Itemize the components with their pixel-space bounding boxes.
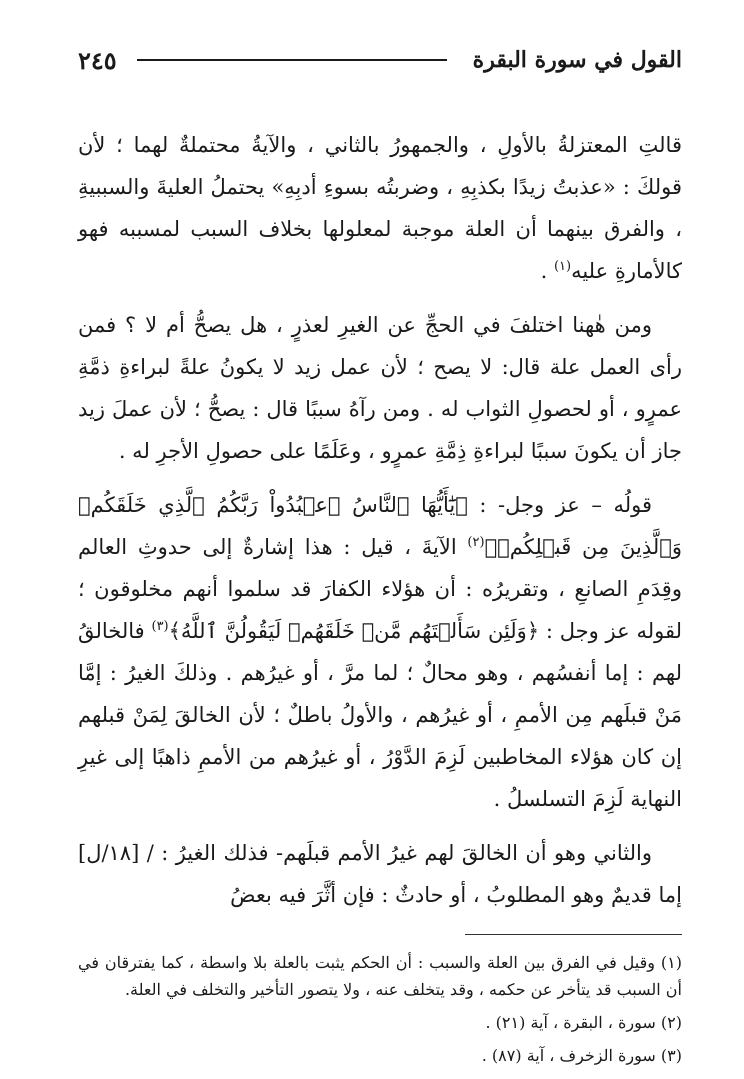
paragraph-2: ومن هٰهنا اختلفَ في الحجِّ عن الغيرِ لعذرٍ ، هل يصحُّ أم لا ؟ فمن رأى العمل علة قال: لا يصح ؛ لأن عمل زيد لا يكونُ علةً لبراءةِ ذمَّةِ عمرٍو ، أو لحصولِ الثواب له . ومن رآهُ سببًا قال : يصحُّ ؛ لأن عملَ زيد جاز أن يكونَ سببًا لبراءةِ ذِمَّةِ عمرٍو ، وعَلَمًا على حصولِ الأجرِ له . (78, 313, 682, 463)
page-number: ٢٤٥ (78, 45, 117, 75)
main-text (78, 124, 682, 916)
paragraph-3 (78, 484, 682, 820)
page-header (78, 40, 682, 80)
paragraph-3-end: فالخالقُ لهم : إما أنفسُهم ، وهو محالٌ ؛ لما مرَّ ، أو غيرُهم . وذلكَ الغيرُ : إمَّا مَنْ قبلَهم مِن الأممِ ، أو غيرُهم ، والأولُ باطلٌ ؛ لأن الخالقَ لِمَنْ قبلهم إن كان هؤلاء المخاطبين لَزِمَ الدَّوْرُ ، أو غيرُهم من الأممِ ذاهبًا إلى غيرِ النهاية لَزِمَ التسلسلُ . (78, 619, 682, 811)
paragraph-3-intro: قولُه – عز وجل- : (467, 493, 652, 517)
footnote-separator (465, 934, 682, 935)
footnote-ref-3: (٣) (151, 619, 169, 634)
footnote-1: (١) وقيل في الفرق بين العلة والسبب : أن الحكم يثبت بالعلة بلا واسطة ، كما يفترقان في أن السبب قد يتأخر عن حكمه ، وقد يتخلف عنه ، ولا يتصور التأخير والتخلف في العلة. (78, 953, 682, 999)
footnotes (78, 949, 682, 1069)
footnote-ref-2: (٢) (467, 535, 485, 550)
footnote-ref-1: (١) (553, 259, 572, 274)
quran-verse-1: ﴿يَٰٓأَيُّهَا ٱلنَّاسُ ٱعۡبُدُواْ رَبَّكُمُ ٱلَّذِي خَلَقَكُمۡ وَٱلَّذِينَ مِن قَبۡلِكُمۡ﴾ (78, 493, 682, 559)
paragraph-1-text: قالتِ المعتزلةُ بالأولِ ، والجمهورُ بالثاني ، والآيةُ محتملةٌ لهما ؛ لأن قولكَ : «عذبتُ زيدًا بكذبِهِ ، وضربتُه بسوءِ أدبِهِ» يحتملُ العليةَ والسببيةِ ، والفرق بينهما أن العلة موجبة لمعلولها بخلاف السبب لمسببه فهو كالأمارةِ عليه (78, 133, 682, 283)
paragraph-1 (78, 124, 682, 292)
paragraph-3-middle: الآيةَ ، قيل : هذا إشارةٌ إلى حدوثِ العالم وقِدَمِ الصانعِ ، وتقريرُه : أن هؤلاء الكفارَ قد سلموا أنهم مخلوقون ؛ لقوله عز وجل : (78, 535, 682, 643)
paragraph-1-end: . (540, 259, 554, 283)
footnote-3: (٣) سورة الزخرف ، آية (٨٧) . (481, 1046, 682, 1065)
header-rule (137, 59, 447, 61)
paragraph-4: والثاني وهو أن الخالقَ لهم غيرُ الأمم قبلَهم- فذلك الغيرُ : / [١٨/ل] إما قديمٌ وهو المطلوبُ ، أو حادثٌ : فإن أثَّرَ فيه بعضُ (78, 841, 682, 907)
quran-verse-2: ﴿وَلَئِن سَأَلۡتَهُم مَّنۡ خَلَقَهُمۡ لَيَقُولُنَّ ٱللَّهُ﴾ (168, 619, 540, 643)
running-title: القول في سورة البقرة (472, 47, 682, 73)
footnote-2: (٢) سورة ، البقرة ، آية (٢١) . (485, 1013, 682, 1032)
